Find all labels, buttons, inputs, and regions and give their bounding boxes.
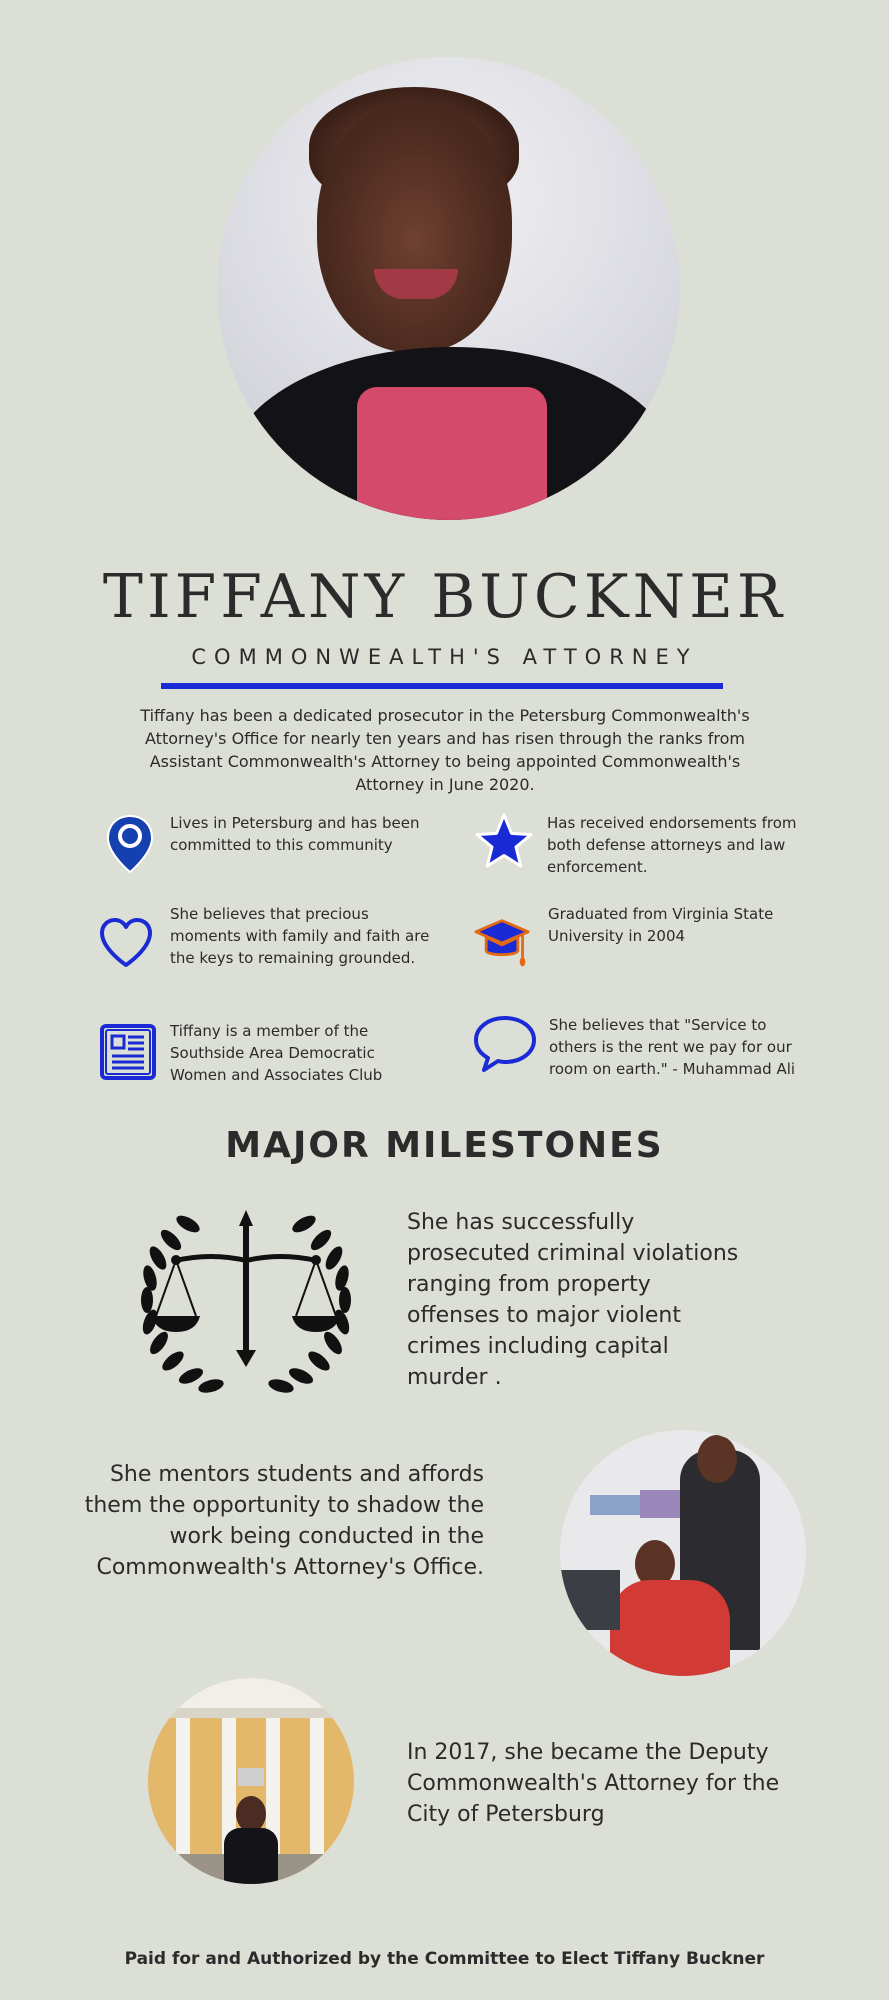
fact-family-text: She believes that precious moments with family and faith are the keys to remaining grounded. — [170, 905, 430, 967]
map-pin-icon — [98, 812, 162, 876]
mentoring-photo — [560, 1430, 806, 1676]
newspaper-icon — [98, 1022, 158, 1082]
scales-of-justice-icon — [136, 1192, 356, 1404]
fact-membership-text: Tiffany is a member of the Southside Area Democratic Women and Associates Club — [170, 1022, 383, 1084]
fact-endorsements-text: Has received endorsements from both defense attorneys and law enforcement. — [547, 814, 797, 876]
milestones-heading: MAJOR MILESTONES — [225, 1125, 664, 1166]
fact-quote-text: She believes that "Service to others is the rent we pay for our room on earth." - Muhammad Ali — [549, 1016, 796, 1078]
courthouse-photo — [148, 1678, 354, 1884]
title-underline — [161, 683, 723, 689]
candidate-portrait — [217, 57, 680, 520]
fact-family — [98, 903, 438, 998]
fact-quote — [472, 1014, 812, 1114]
intro-paragraph: Tiffany has been a dedicated prosecutor in the Petersburg Commonwealth's Attorney's Office for nearly ten years and has risen through the ranks from Assistant Commonwealth's Attorney to being appointed Commonwealth's Attorney in June 2020. — [140, 706, 750, 794]
paid-for-disclaimer: Paid for and Authorized by the Committee to Elect Tiffany Buckner — [124, 1949, 765, 1969]
fact-membership — [98, 1018, 438, 1098]
fact-location-text: Lives in Petersburg and has been committed to this community — [170, 814, 420, 854]
fact-location — [98, 812, 438, 882]
star-icon — [474, 812, 534, 872]
candidate-title: COMMONWEALTH'S ATTORNEY — [191, 645, 698, 669]
fact-endorsements — [474, 812, 814, 892]
milestone-prosecution-text: She has successfully prosecuted criminal violations ranging from property offenses to major violent crimes including capital murder . — [407, 1210, 739, 1390]
fact-education-text: Graduated from Virginia State University in 2004 — [548, 905, 774, 945]
heart-icon — [98, 915, 154, 971]
graduation-cap-icon — [474, 915, 530, 971]
milestone-mentoring-text: She mentors students and affords them the opportunity to shadow the work being conducted in the Commonwealth's Attorney's Office. — [84, 1462, 484, 1580]
candidate-name: TIFFANY BUCKNER — [102, 562, 787, 632]
milestone-deputy-text: In 2017, she became the Deputy Commonwealth's Attorney for the City of Petersburg — [407, 1740, 780, 1827]
fact-education — [474, 903, 814, 983]
speech-bubble-icon — [472, 1014, 538, 1074]
